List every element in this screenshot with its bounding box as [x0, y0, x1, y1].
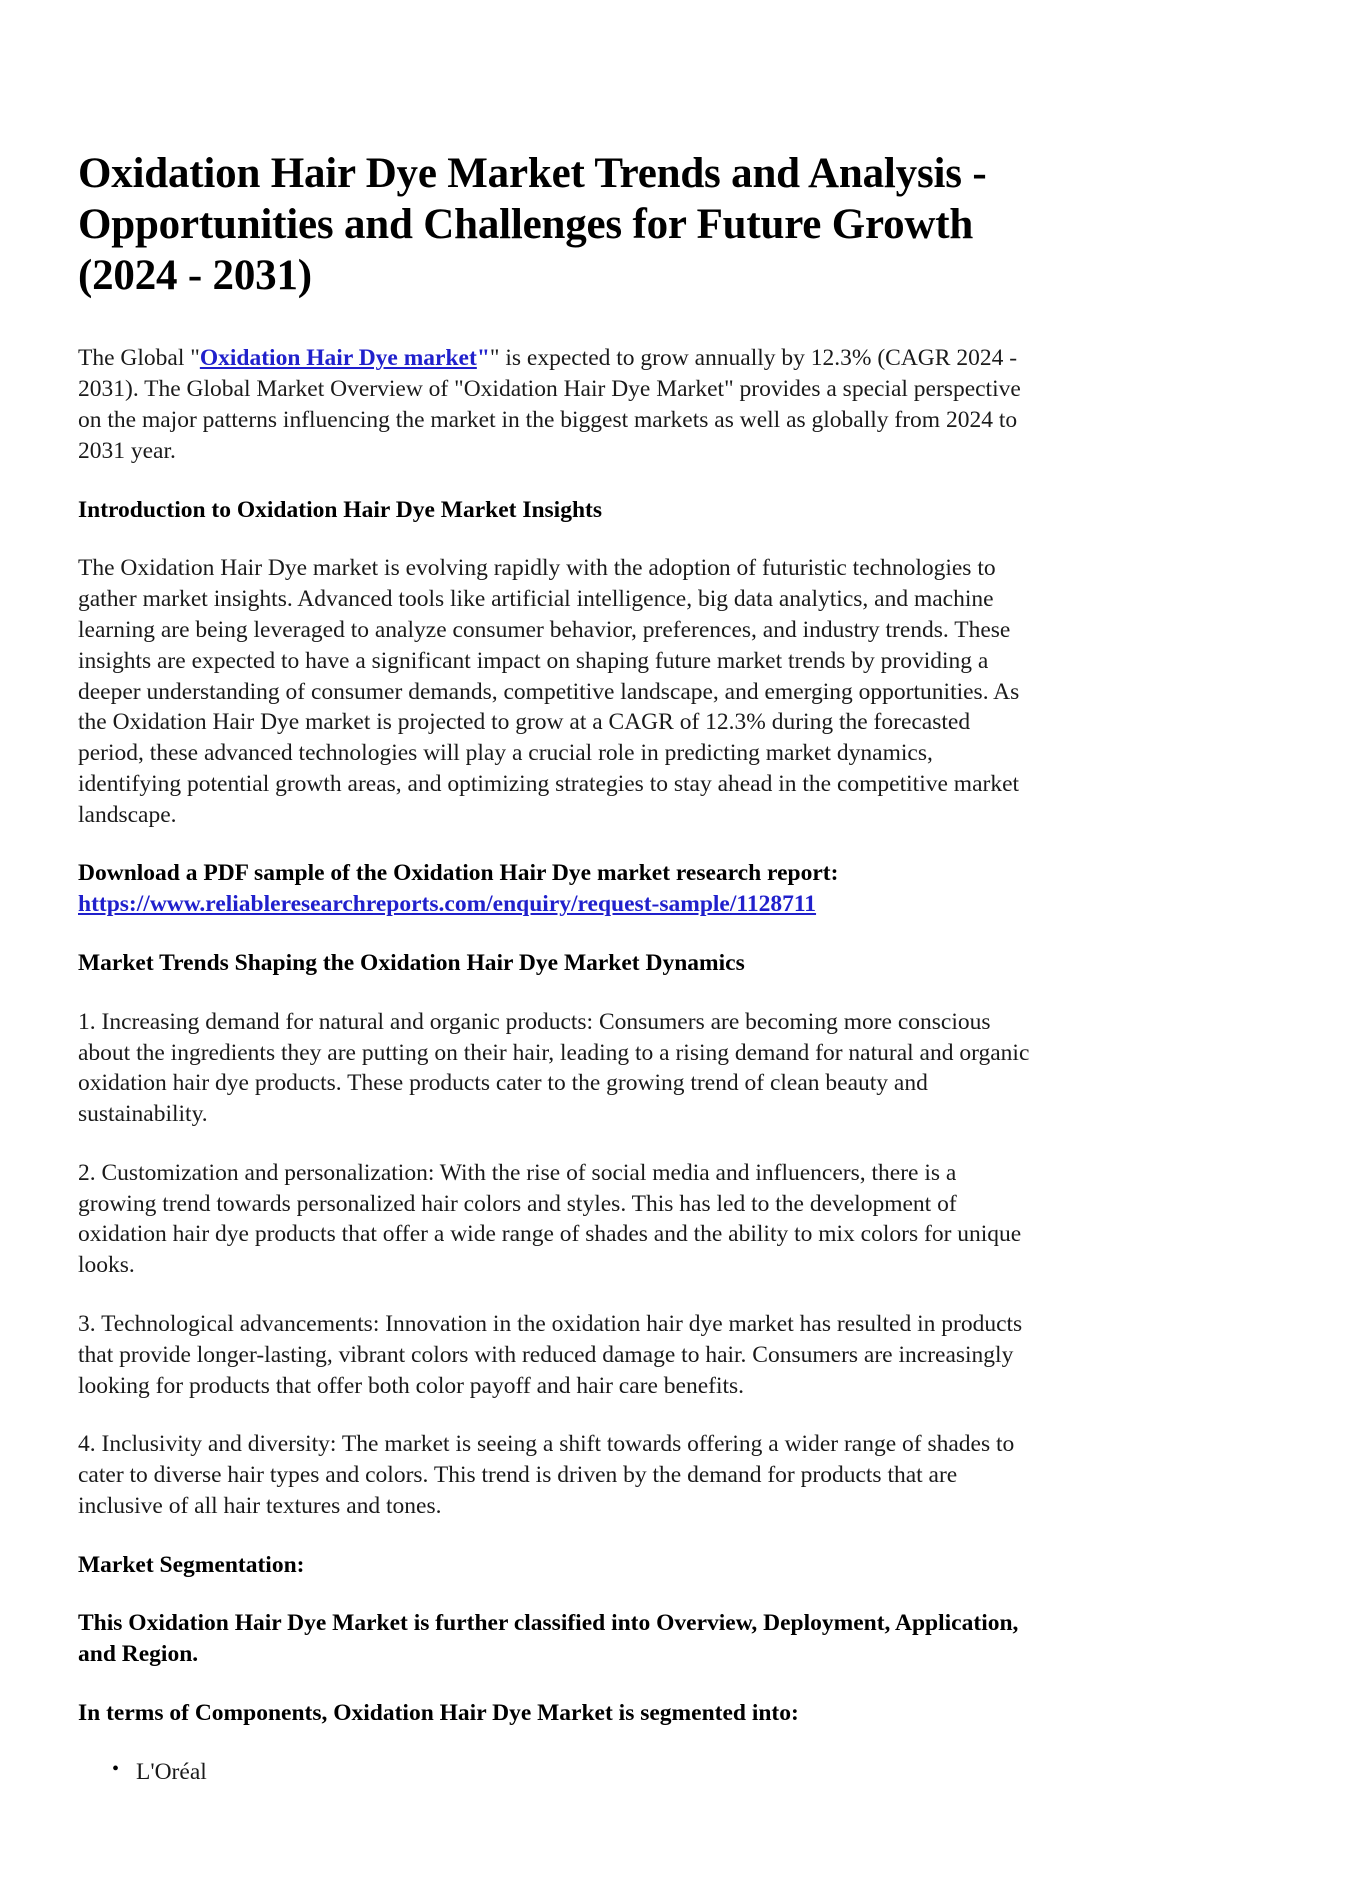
- intro-paragraph: [78, 343, 1032, 466]
- page-title: Oxidation Hair Dye Market Trends and Analysis - Opportunities and Challenges for Future Growth (2024 - 2031): [78, 150, 987, 300]
- trend-item-2: 2. Customization and personalization: With the rise of social media and influencers, there is a growing trend towards personalized hair colors and styles. This has led to the development of oxidation hair dye products that offer a wide range of shades and the ability to mix colors for unique looks.: [78, 1159, 1022, 1279]
- list-item: • L'Oréal: [136, 1757, 1032, 1788]
- components-segmentation-heading: In terms of Components, Oxidation Hair Dye Market is segmented into:: [78, 1700, 799, 1727]
- segmentation-classification-text: This Oxidation Hair Dye Market is further classified into Overview, Deployment, Application, and Region.: [78, 1610, 1019, 1668]
- introduction-paragraph: The Oxidation Hair Dye market is evolving rapidly with the adoption of futuristic technologies to gather market insights. Advanced tools like artificial intelligence, big data analytics, and machine learning are being leveraged to analyze consumer behavior, preferences, and industry trends. These insights are expected to have a significant impact on shaping future market trends by providing a deeper understanding of consumer demands, competitive landscape, and emerging opportunities. As the Oxidation Hair Dye market is projected to grow at a CAGR of 12.3% during the forecasted period, these advanced technologies will play a crucial role in predicting market dynamics, identifying potential growth areas, and optimizing strategies to stay ahead in the competitive market landscape.: [78, 555, 1020, 828]
- trend-item-1: 1. Increasing demand for natural and organic products: Consumers are becoming more conscious about the ingredients they are putting on their hair, leading to a rising demand for natural and organic oxidation hair dye products. These products cater to the growing trend of clean beauty and sustainability.: [78, 1008, 1030, 1128]
- introduction-heading: Introduction to Oxidation Hair Dye Market Insights: [78, 496, 602, 523]
- market-trends-heading: Market Trends Shaping the Oxidation Hair Dye Market Dynamics: [78, 949, 745, 976]
- intro-before-link: The Global ": [78, 345, 200, 372]
- market-segmentation-heading: Market Segmentation:: [78, 1551, 305, 1578]
- oxidation-hair-dye-market-link[interactable]: Oxidation Hair Dye market: [199, 345, 477, 372]
- download-cta-block: [78, 858, 1032, 920]
- trend-item-3: 3. Technological advancements: Innovation in the oxidation hair dye market has resulted in products that provide longer-lasting, vibrant colors with reduced damage to hair. Consumers are increasingly looking for products that offer both color payoff and hair care benefits.: [78, 1311, 1023, 1399]
- components-list: [78, 1757, 1032, 1788]
- intro-after-link: " is expected to grow annually by 12.3% (CAGR 2024 - 2031). The Global Market Overview of "Oxidation Hair Dye Market" provides a special perspective on the major patterns influencing the market in the biggest markets as well as globally from 2024 to 2031 year.: [78, 345, 1021, 464]
- download-cta-label: Download a PDF sample of the Oxidation Hair Dye market research report:: [78, 860, 839, 887]
- intro-closing-quote: ": [476, 345, 490, 372]
- request-sample-url-link[interactable]: https://www.reliableresearchreports.com/enquiry/request-sample/1128711: [78, 891, 817, 918]
- trend-item-4: 4. Inclusivity and diversity: The market is seeing a shift towards offering a wider range of shades to cater to diverse hair types and colors. This trend is driven by the demand for products that are inclusive of all hair textures and tones.: [78, 1431, 1015, 1519]
